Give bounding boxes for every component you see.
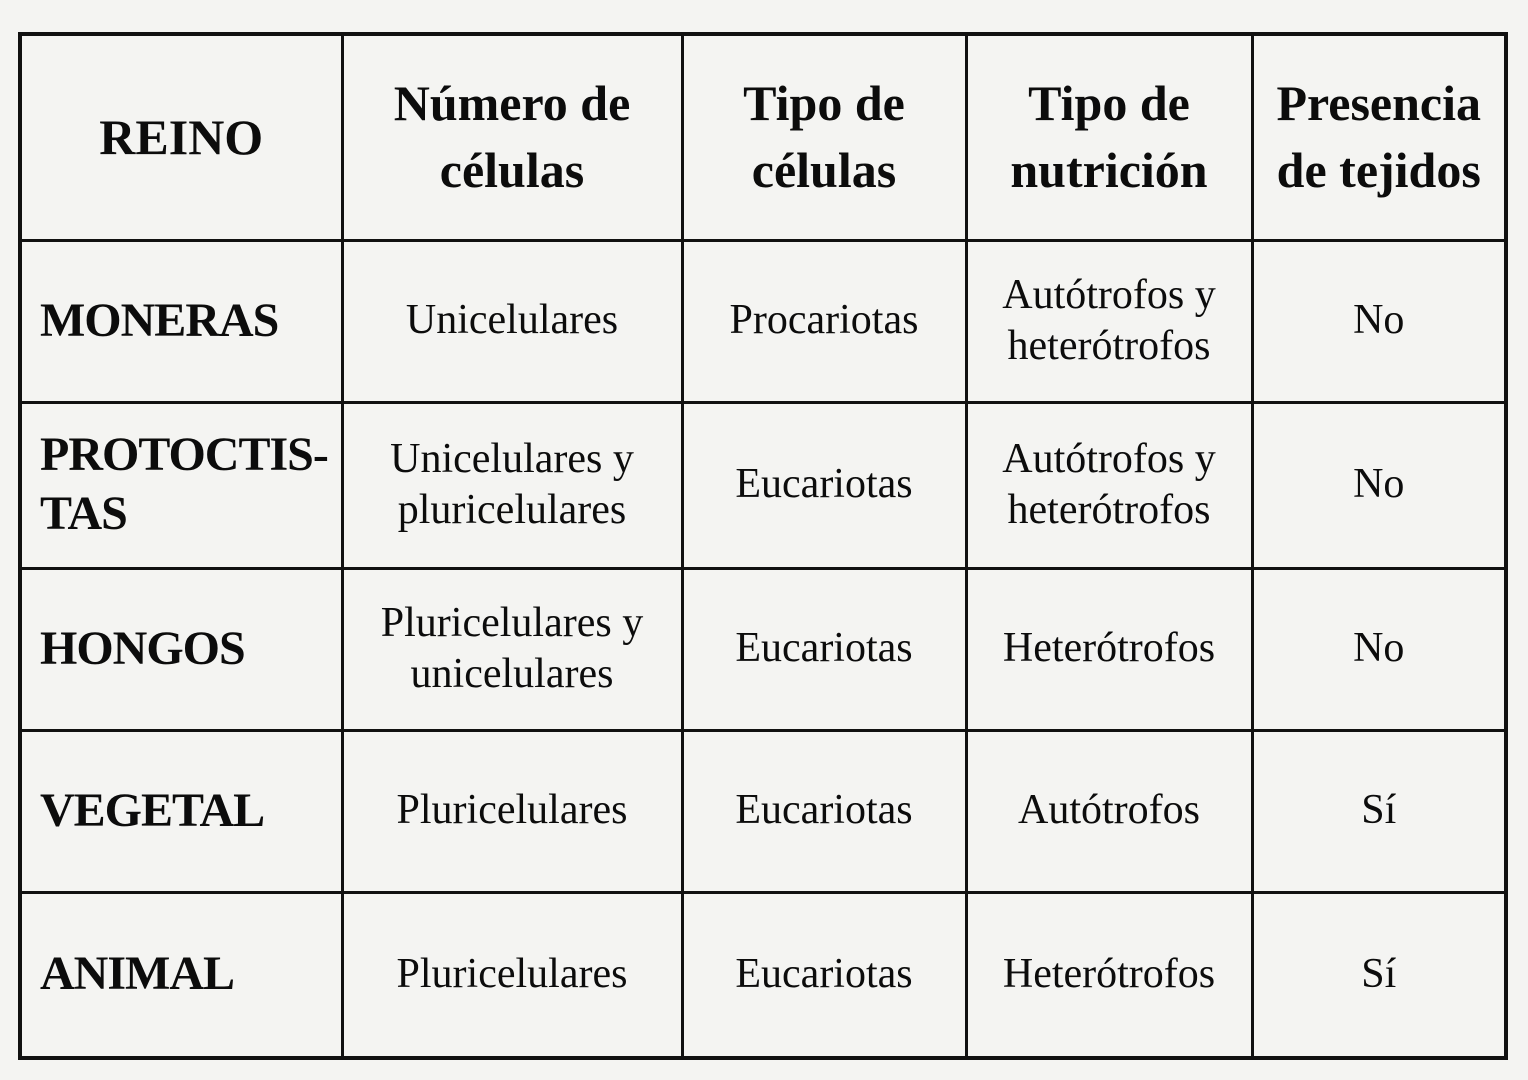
cell-presencia-tejidos xyxy=(1252,730,1506,892)
table-row xyxy=(20,730,1506,892)
cell-tipo-celulas xyxy=(682,402,966,568)
cell-line: Pluricelulares xyxy=(396,951,628,998)
header-reino xyxy=(20,34,342,240)
table-row xyxy=(20,240,1506,402)
cell-line: Heterótrofos xyxy=(1002,951,1216,998)
header-numero-celulas xyxy=(342,34,682,240)
header-presencia-tejidos xyxy=(1252,34,1506,240)
cell-tipo-celulas xyxy=(682,568,966,730)
cell-tipo-nutricion xyxy=(966,730,1252,892)
cell-line: Eucariotas xyxy=(735,787,913,834)
cell-line: Pluricelulares xyxy=(396,787,628,834)
cell-reino xyxy=(20,892,342,1058)
cell-line: Autótrofos xyxy=(1018,787,1200,834)
table-row xyxy=(20,892,1506,1058)
table-row xyxy=(20,568,1506,730)
cell-tipo-nutricion xyxy=(966,568,1252,730)
cell-reino xyxy=(20,240,342,402)
table-row xyxy=(20,402,1506,568)
cell-line: Autótrofos y xyxy=(1002,271,1216,318)
cell-line: VEGETAL xyxy=(40,783,265,837)
cell-numero-celulas xyxy=(342,568,682,730)
cell-tipo-nutricion xyxy=(966,240,1252,402)
cell-line: PROTOCTIS- xyxy=(40,428,328,482)
cell-line: Unicelulares xyxy=(405,297,619,344)
cell-line: Eucariotas xyxy=(735,461,913,508)
header-line: Número de xyxy=(393,74,631,131)
cell-line: heterótrofos xyxy=(1007,487,1211,533)
cell-line: unicelulares xyxy=(410,651,614,697)
cell-line: No xyxy=(1353,461,1405,508)
header-line: células xyxy=(439,142,585,199)
cell-reino xyxy=(20,730,342,892)
cell-line: No xyxy=(1353,625,1405,672)
cell-tipo-celulas xyxy=(682,240,966,402)
cell-line: TAS xyxy=(40,487,127,540)
cell-numero-celulas xyxy=(342,402,682,568)
header-line: células xyxy=(751,142,897,199)
cell-line: Eucariotas xyxy=(735,625,913,672)
cell-line: Eucariotas xyxy=(735,951,913,998)
cell-tipo-celulas xyxy=(682,730,966,892)
header-line: REINO xyxy=(99,108,264,165)
cell-presencia-tejidos xyxy=(1252,402,1506,568)
header-line: nutrición xyxy=(1010,142,1208,199)
cell-tipo-nutricion xyxy=(966,402,1252,568)
cell-line: pluricelulares xyxy=(397,487,627,533)
cell-presencia-tejidos xyxy=(1252,568,1506,730)
cell-numero-celulas xyxy=(342,730,682,892)
cell-reino xyxy=(20,402,342,568)
cell-line: Procariotas xyxy=(729,297,919,344)
cell-line: Unicelulares y xyxy=(390,435,634,482)
cell-presencia-tejidos xyxy=(1252,240,1506,402)
header-tipo-celulas xyxy=(682,34,966,240)
cell-line: No xyxy=(1353,297,1405,344)
cell-reino xyxy=(20,568,342,730)
cell-numero-celulas xyxy=(342,240,682,402)
cell-numero-celulas xyxy=(342,892,682,1058)
cell-line: Sí xyxy=(1361,951,1397,998)
header-line: de tejidos xyxy=(1276,142,1481,199)
cell-line: Pluricelulares y xyxy=(380,599,644,646)
cell-tipo-celulas xyxy=(682,892,966,1058)
cell-line: heterótrofos xyxy=(1007,323,1211,369)
table-header-row xyxy=(20,34,1506,240)
cell-tipo-nutricion xyxy=(966,892,1252,1058)
cell-line: HONGOS xyxy=(40,621,245,675)
cell-line: Heterótrofos xyxy=(1002,625,1216,672)
cell-line: Autótrofos y xyxy=(1002,435,1216,482)
cell-line: MONERAS xyxy=(40,293,279,347)
kingdoms-table xyxy=(18,32,1508,1060)
cell-presencia-tejidos xyxy=(1252,892,1506,1058)
header-line: Tipo de xyxy=(1028,74,1190,131)
cell-line: Sí xyxy=(1361,787,1397,834)
header-line: Tipo de xyxy=(743,74,905,131)
header-line: Presencia xyxy=(1276,74,1482,131)
cell-line: ANIMAL xyxy=(40,947,234,1001)
header-tipo-nutricion xyxy=(966,34,1252,240)
